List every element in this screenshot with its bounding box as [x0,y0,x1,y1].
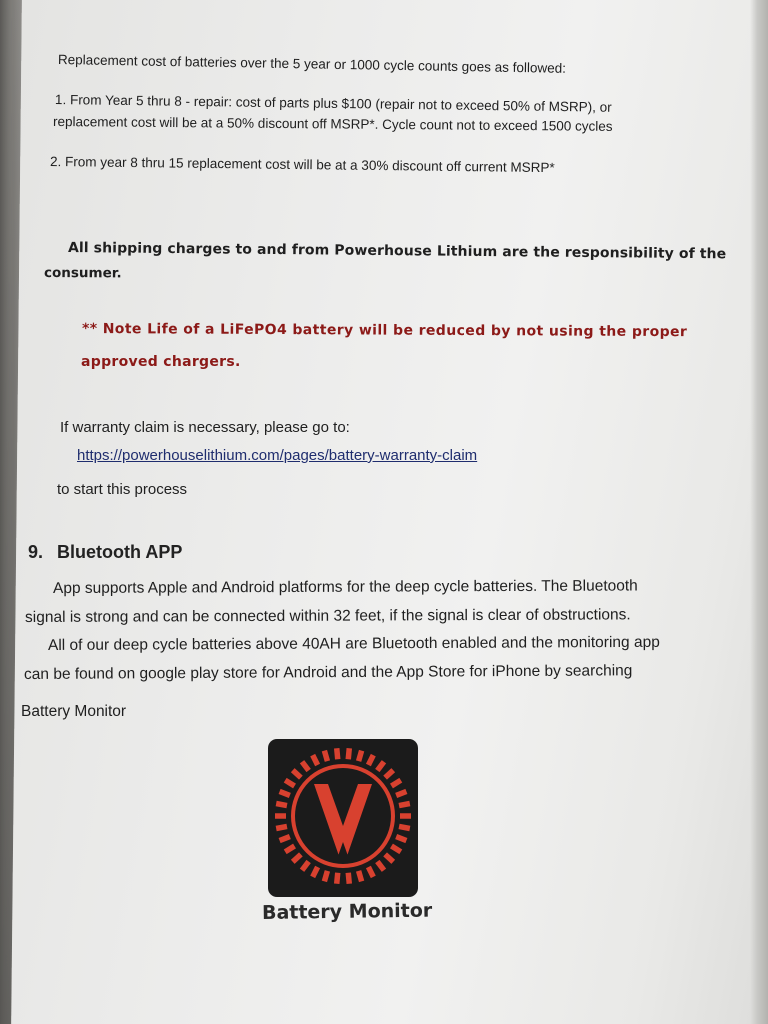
gauge-tick [302,762,309,771]
warranty-claim-link[interactable]: https://powerhouselithium.com/pages/battery-warranty-claim [77,447,478,464]
gauge-tick [337,873,338,884]
bluetooth-paragraph-2-line-2: can be found on google play store for Android and the App Store for iPhone by searching [23,662,633,683]
gauge-tick [385,854,393,861]
gauge-tick [276,804,287,806]
warranty-claim-text: If warranty claim is necessary, please go to: [60,419,350,436]
gauge-tick [377,861,384,870]
replacement-item-1-line-2: replacement cost will be at a 50% discount off MSRP*. Cycle count not to exceed 1500 cycles [52,114,613,134]
gauge-tick [285,846,294,852]
gauge-tick [337,748,338,759]
gauge-tick [293,854,301,861]
gauge-tick [302,861,309,870]
gauge-tick [377,762,384,771]
gauge-ring [275,748,411,883]
gauge-tick [399,804,410,806]
bluetooth-paragraph-1-line-1: App supports Apple and Android platforms for the deep cycle batteries. The Bluetooth [52,577,638,597]
gauge-tick [280,837,290,841]
charger-note-line-1: ** Note Life of a LiFePO4 battery will be reduced by not using the proper [81,321,688,341]
gauge-tick [391,846,400,852]
gauge-tick [348,873,349,884]
gauge-tick [313,755,318,765]
logo-caption: Battery Monitor [261,899,433,924]
replacement-intro: Replacement cost of batteries over the 5 year or 1000 cycle counts goes as followed: [57,52,567,76]
gauge-tick [396,791,406,795]
shipping-notice-line-2: consumer. [43,265,122,282]
gauge-tick [385,770,393,777]
gauge-tick [368,867,373,877]
bluetooth-paragraph-2-line-3: Battery Monitor [21,703,127,720]
gauge-tick [280,791,290,795]
battery-monitor-v-gauge-icon [268,739,418,897]
bluetooth-paragraph-2-line-1: All of our deep cycle batteries above 40AH are Bluetooth enabled and the monitoring app [47,633,660,654]
gauge-tick [359,871,362,882]
gauge-tick [324,751,327,762]
gauge-tick [368,755,373,765]
charger-note-line-2: approved chargers. [81,354,241,370]
gauge-tick [396,837,406,841]
battery-monitor-logo [268,739,418,897]
warranty-claim-after: to start this process [57,481,188,498]
section-heading-bluetooth [28,542,182,563]
gauge-tick [324,871,327,882]
gauge-tick [285,780,294,786]
gauge-tick [359,751,362,762]
replacement-item-2: 2. From year 8 thru 15 replacement cost will be at a 30% discount off current MSRP* [49,154,555,176]
section-number: 9. [28,542,44,562]
gauge-tick [313,867,318,877]
gauge-tick [276,826,287,828]
section-title: Bluetooth APP [57,542,183,562]
gauge-tick [348,748,349,759]
bluetooth-paragraph-1-line-2: signal is strong and can be connected within 32 feet, if the signal is clear of obstructions. [24,606,631,626]
replacement-item-1-line-1: 1. From Year 5 thru 8 - repair: cost of parts plus $100 (repair not to exceed 50% of MSRP), or [54,92,612,115]
gauge-tick [391,780,400,786]
gauge-tick [399,826,410,828]
gauge-tick [293,770,301,777]
shipping-notice-line-1: All shipping charges to and from Powerhouse Lithium are the responsibility of the [67,240,727,263]
